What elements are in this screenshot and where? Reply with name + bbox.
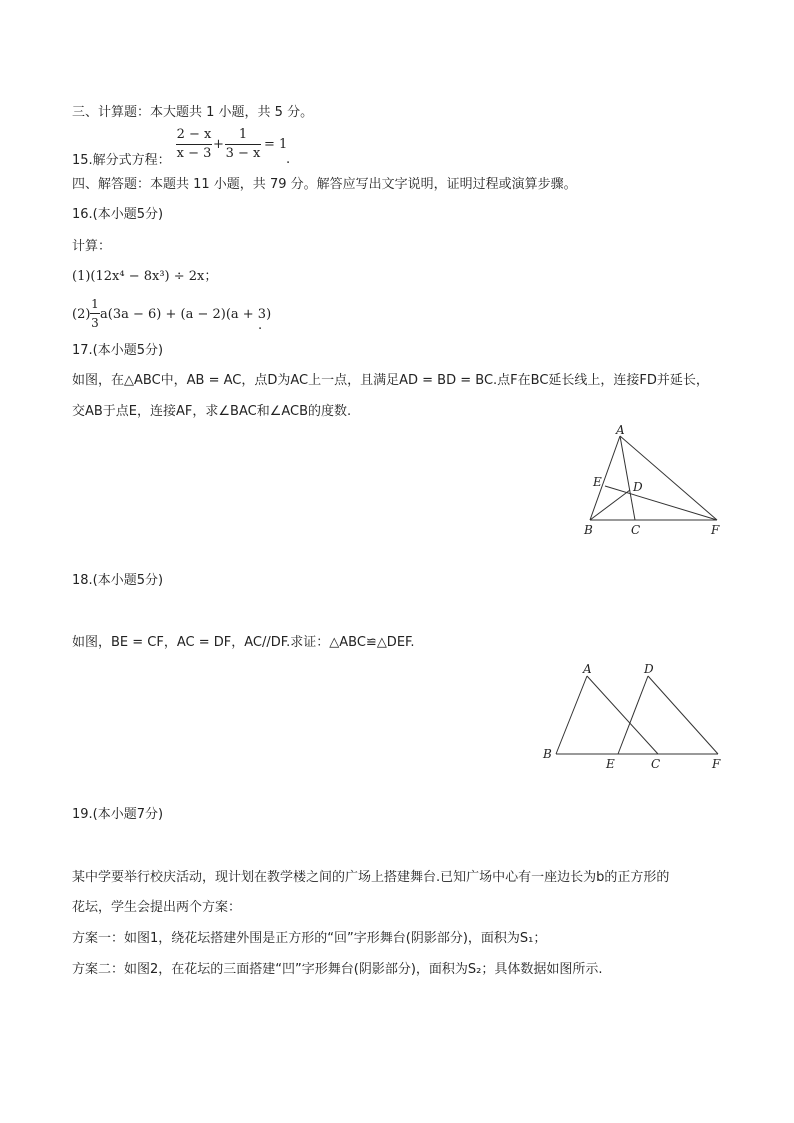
q15-frac1-denominator: x − 3 xyxy=(176,146,212,161)
q19-text-line-4: 方案二：如图2，在花坛的三面搭建“凹”字形舞台(阴影部分)，面积为S₂；具体数据如图所示. xyxy=(72,962,603,977)
q17-text-line-1: 如图，在△ABC中，AB = AC，点D为AC上一点，且满足AD = BD = BC.点F在BC延长线上，连接FD并延长， xyxy=(72,373,709,388)
section-4-heading: 四、解答题：本题共 11 小题，共 79 分。解答应写出文字说明，证明过程或演算步骤。 xyxy=(72,177,577,192)
q18-label-D: D xyxy=(644,662,654,676)
q18-segment-DF xyxy=(648,676,718,754)
q16-part2-numerator: 1 xyxy=(91,297,99,311)
q16-part2-denominator: 3 xyxy=(91,316,99,330)
q17-title: 17.(本小题5分) xyxy=(72,343,164,358)
q15-label: 15.解分式方程： xyxy=(72,153,171,168)
q15-fraction-1 xyxy=(176,127,212,162)
q17-segment-AF xyxy=(620,436,717,520)
q18-title: 18.(本小题5分) xyxy=(72,573,164,588)
q17-segment-AC xyxy=(620,436,635,520)
q15-plus: + xyxy=(213,137,224,152)
q15-end: . xyxy=(286,152,291,167)
q16-part-2-end: . xyxy=(258,318,263,333)
section-3-heading: 三、计算题：本大题共 1 小题，共 5 分。 xyxy=(72,105,314,120)
q16-part-1: (1)(12x⁴ − 8x³) ÷ 2x； xyxy=(72,269,218,284)
q16-part-2-prefix: (2) xyxy=(72,307,91,322)
q15-rhs: = 1 xyxy=(264,137,288,152)
q18-label-A: A xyxy=(583,662,592,676)
q18-label-E: E xyxy=(606,757,615,771)
q19-text-line-1: 某中学要举行校庆活动，现计划在教学楼之间的广场上搭建舞台.已知广场中心有一座边长为b的正方形的 xyxy=(72,870,670,885)
q19-title: 19.(本小题7分) xyxy=(72,807,164,822)
q17-label-C: C xyxy=(631,523,641,537)
q16-part-2-expression: a(3a − 6) + (a − 2)(a + 3) xyxy=(100,307,272,322)
q19-text-line-2: 花坛，学生会提出两个方案： xyxy=(72,900,242,915)
q15-frac2-numerator: 1 xyxy=(238,127,248,142)
q15-frac1-numerator: 2 − x xyxy=(176,127,212,142)
q18-segment-AB xyxy=(556,676,587,754)
q19-text-line-3: 方案一：如图1，绕花坛搭建外围是正方形的“回”字形舞台(阴影部分)，面积为S₁； xyxy=(72,931,547,946)
q16-part-2-fraction xyxy=(90,296,100,331)
q15-fraction-2 xyxy=(225,127,261,162)
q17-label-E: E xyxy=(593,475,602,489)
q18-text-line-1: 如图，BE = CF，AC = DF，AC//DF.求证：△ABC≌△DEF. xyxy=(72,635,415,650)
q17-label-A: A xyxy=(616,423,625,437)
q18-label-F: F xyxy=(712,757,721,771)
q18-label-C: C xyxy=(651,757,661,771)
q17-text-line-2: 交AB于点E，连接AF，求∠BAC和∠ACB的度数. xyxy=(72,404,352,419)
q15-frac2-denominator: 3 − x xyxy=(225,146,261,161)
q17-figure xyxy=(575,422,735,544)
q18-label-B: B xyxy=(543,747,552,761)
q17-label-D: D xyxy=(633,480,643,494)
q17-segment-EF xyxy=(605,486,717,520)
q16-intro: 计算： xyxy=(72,239,112,254)
q16-title: 16.(本小题5分) xyxy=(72,207,164,222)
q17-segment-BD xyxy=(590,490,630,520)
q17-label-F: F xyxy=(711,523,720,537)
q18-figure xyxy=(538,660,738,775)
q17-label-B: B xyxy=(584,523,593,537)
